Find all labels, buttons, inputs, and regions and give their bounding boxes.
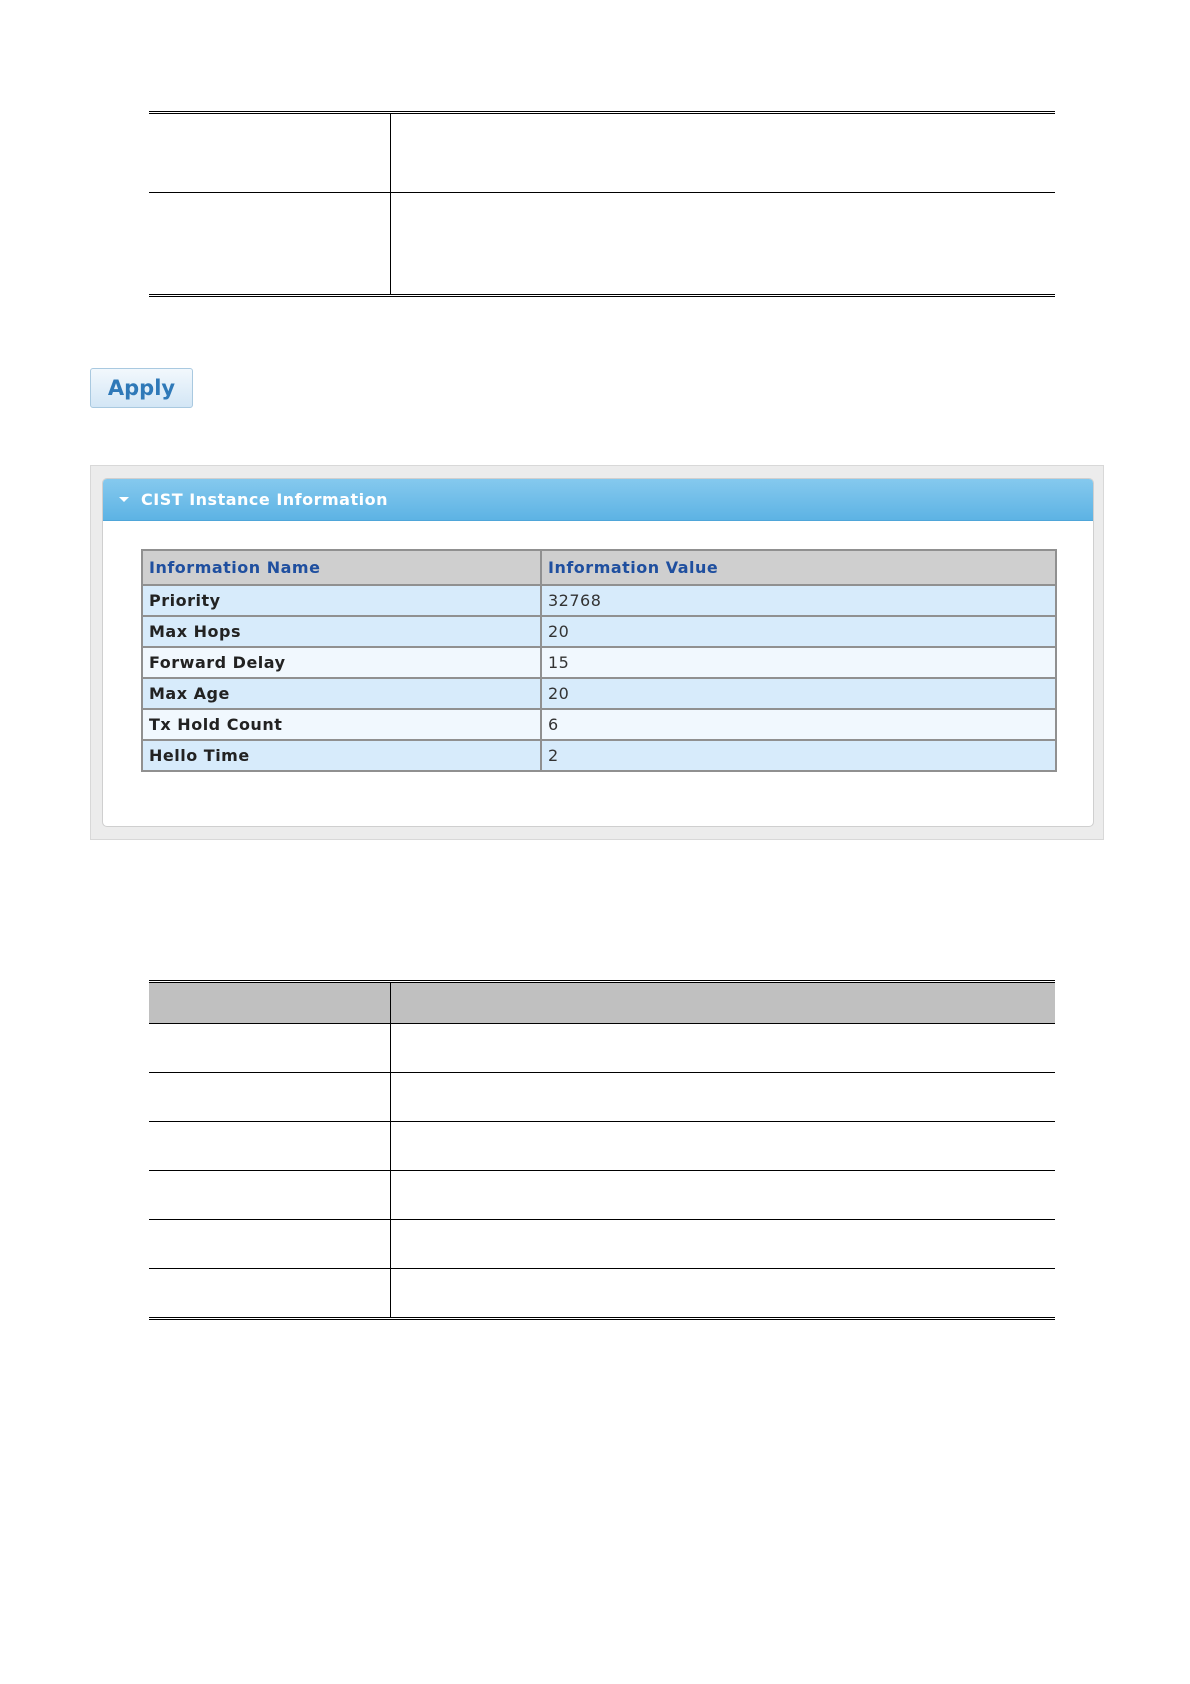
column-divider <box>390 983 391 1317</box>
row-divider <box>149 1268 1055 1269</box>
column-header-name: Information Name <box>142 550 541 585</box>
table-row <box>142 647 1056 678</box>
info-name-cell: Hello Time <box>142 740 541 771</box>
info-value-cell: 15 <box>541 647 1056 678</box>
row-divider <box>149 192 1055 193</box>
column-header-value: Information Value <box>541 550 1056 585</box>
row-divider <box>149 1170 1055 1171</box>
table-row <box>142 740 1056 771</box>
table-row <box>142 585 1056 616</box>
info-name-cell: Max Age <box>142 678 541 709</box>
panel-header[interactable] <box>103 479 1093 521</box>
info-value-cell: 20 <box>541 616 1056 647</box>
panel-title: CIST Instance Information <box>141 490 388 509</box>
row-divider <box>149 1072 1055 1073</box>
table-header-row <box>142 550 1056 585</box>
info-name-cell: Forward Delay <box>142 647 541 678</box>
table-row <box>142 709 1056 740</box>
row-divider <box>149 1121 1055 1122</box>
info-name-cell: Priority <box>142 585 541 616</box>
cist-info-table <box>141 549 1057 772</box>
object-description-table-top <box>149 111 1055 297</box>
apply-button[interactable]: Apply <box>90 368 193 408</box>
panel-body <box>102 478 1094 827</box>
column-divider <box>390 114 391 294</box>
info-value-cell: 2 <box>541 740 1056 771</box>
info-name-cell: Tx Hold Count <box>142 709 541 740</box>
object-description-table-bottom <box>149 980 1055 1320</box>
cist-instance-panel <box>90 465 1104 840</box>
table-row <box>142 616 1056 647</box>
info-value-cell: 6 <box>541 709 1056 740</box>
table-row <box>142 678 1056 709</box>
row-divider <box>149 1219 1055 1220</box>
table-header-band <box>149 983 1055 1024</box>
info-name-cell: Max Hops <box>142 616 541 647</box>
info-value-cell: 20 <box>541 678 1056 709</box>
info-value-cell: 32768 <box>541 585 1056 616</box>
collapse-caret-icon[interactable] <box>119 497 129 502</box>
